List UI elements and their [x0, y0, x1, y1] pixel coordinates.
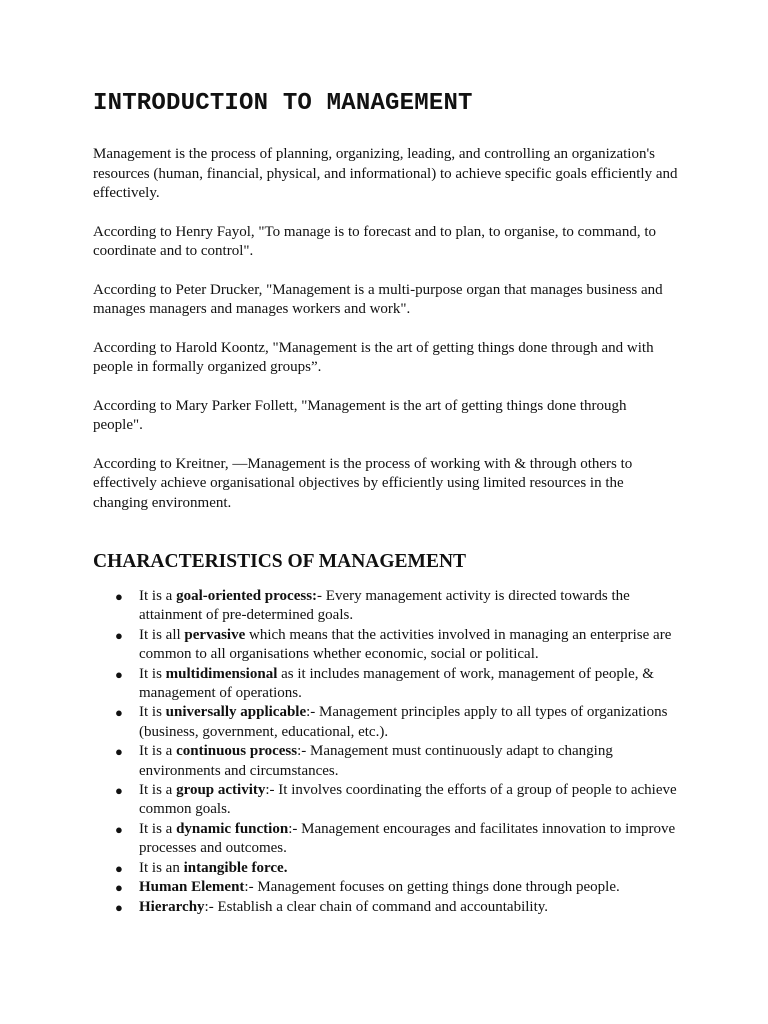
item-text-prefix: It is a — [139, 782, 177, 799]
item-text-bold: dynamic function — [176, 820, 289, 837]
item-text-suffix: :- Management focuses on getting things done through people. — [244, 879, 620, 896]
item-text-prefix: It is — [139, 665, 166, 682]
bullet-icon: ● — [115, 705, 123, 721]
list-item — [93, 703, 678, 742]
item-text-suffix: :- Management encourages and facilitates innovation to improve processes and outcomes. — [139, 820, 676, 857]
paragraph-follett-quote: According to Mary Parker Follett, "Management is the art of getting things done through people". — [93, 397, 627, 433]
document-title: INTRODUCTION TO MANAGEMENT — [93, 90, 473, 117]
paragraph-koontz-quote: According to Harold Koontz, "Management is the art of getting things done through and with people in formally organized groups”. — [93, 339, 654, 375]
item-text-bold: universally applicable — [165, 704, 307, 721]
list-item — [93, 626, 678, 665]
bullet-icon: ● — [115, 589, 123, 604]
item-text-suffix: :- Establish a clear chain of command and accountability. — [204, 898, 549, 915]
item-text-suffix: :- It involves coordinating the efforts of a group of people to achieve common goals. — [139, 782, 677, 818]
item-text-bold: Human Element — [139, 879, 245, 896]
item-text-prefix: It is a — [139, 743, 177, 760]
list-item — [93, 878, 678, 897]
item-text-bold: multidimensional — [165, 665, 278, 682]
item-text-bold: pervasive — [184, 626, 246, 643]
list-item — [93, 781, 678, 820]
item-text-bold: continuous process — [176, 743, 298, 760]
item-text-prefix: It is all — [139, 626, 185, 643]
document-page — [93, 88, 678, 917]
paragraph-kreitner-quote: According to Kreitner, —Management is the process of working with & through others to effectively achieve organisational objectives by efficiently using limited resources in the changing environment. — [93, 455, 633, 511]
list-item — [93, 742, 678, 781]
item-text-suffix: :- Management must continuously adapt to changing environments and circumstances. — [139, 743, 613, 779]
item-text-bold: goal-oriented process: — [176, 588, 318, 604]
item-text-suffix: - Every management activity is directed towards the attainment of pre-determined goals. — [139, 588, 630, 624]
bullet-icon: ● — [115, 821, 123, 837]
bullet-icon: ● — [115, 627, 123, 643]
list-item — [93, 898, 678, 917]
item-text-suffix: :- Management principles apply to all types of organizations (business, government, educational, etc.). — [139, 704, 668, 740]
bullet-icon: ● — [115, 860, 123, 876]
paragraph-fayol-quote: According to Henry Fayol, "To manage is to forecast and to plan, to organise, to command, to coordinate and to control". — [93, 223, 656, 259]
paragraph-drucker-quote: According to Peter Drucker, "Management is a multi-purpose organ that manages business and manages managers and manages workers and work". — [93, 281, 663, 317]
item-text-prefix: It is a — [139, 588, 177, 604]
bullet-icon: ● — [115, 783, 123, 799]
section-heading-characteristics: CHARACTERISTICS OF MANAGEMENT — [93, 551, 467, 572]
item-text-bold: group activity — [176, 782, 266, 799]
item-text-prefix: It is a — [139, 820, 177, 837]
bullet-icon: ● — [115, 899, 123, 915]
item-text-bold: Hierarchy — [139, 898, 205, 915]
bullet-icon: ● — [115, 666, 123, 682]
bullet-icon: ● — [115, 744, 123, 760]
characteristics-list — [93, 587, 678, 917]
item-text-bold: intangible force. — [183, 859, 288, 876]
item-text-suffix: which means that the activities involved in managing an enterprise are common to all organisations whether economic, social or political. — [139, 626, 672, 663]
list-item — [93, 587, 678, 626]
paragraph-definition: Management is the process of planning, organizing, leading, and controlling an organization's resources (human, financial, physical, and informational) to achieve specific goals efficiently and effectively. — [93, 146, 678, 201]
list-item — [93, 859, 678, 878]
intro-section — [93, 145, 678, 513]
item-text-prefix: It is — [139, 704, 166, 721]
list-item — [93, 665, 678, 704]
item-text-suffix: as it includes management of work, management of people, & management of operations. — [139, 665, 654, 702]
bullet-icon: ● — [115, 880, 123, 896]
item-text-prefix: It is an — [139, 859, 184, 876]
list-item — [93, 820, 678, 859]
